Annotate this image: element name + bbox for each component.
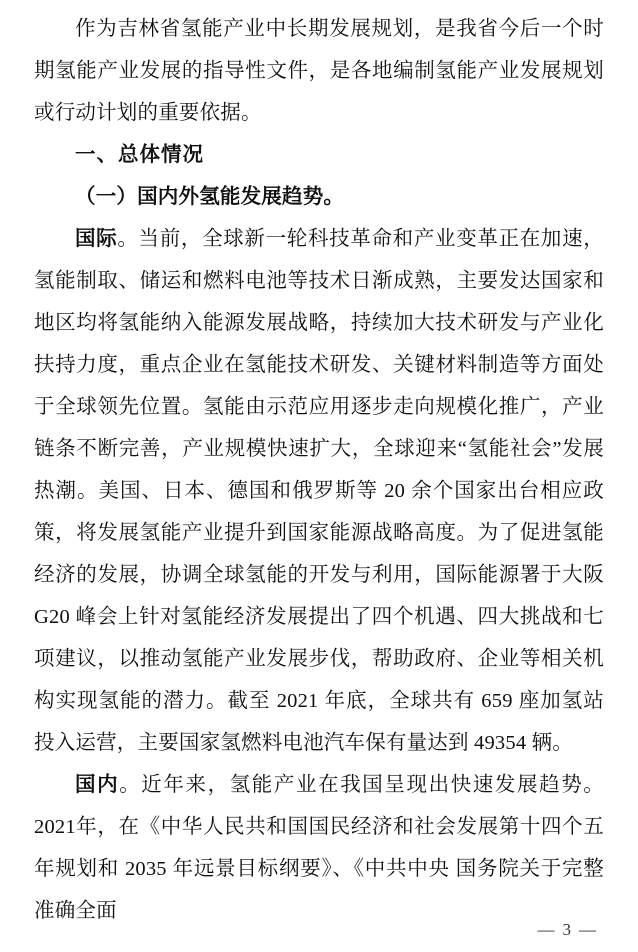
footer-page-number: 3	[562, 920, 573, 939]
paragraph-lead-international: 国际	[75, 228, 118, 250]
paragraph-continuation: 作为吉林省氢能产业中长期发展规划，是我省今后一个时期氢能产业发展的指导性文件，是各地编制氢能产业发展规划或行动计划的重要依据。	[34, 18, 604, 124]
paragraph-domestic	[34, 764, 604, 932]
document-body	[34, 8, 604, 932]
page-footer	[532, 920, 605, 940]
paragraph-text-domestic: 。近年来，氢能产业在我国呈现出快速发展趋势。2021年，在《中华人民共和国国民经济和社会发展第十四个五年规划和 2035 年远景目标纲要》、《中共中央 国务院关于完整准确全面	[34, 774, 604, 922]
paragraph-international	[34, 218, 604, 764]
paragraph-lead-domestic: 国内	[75, 774, 120, 796]
section-heading-overall-situation: 一、总体情况	[75, 144, 204, 166]
subsection-heading-hydrogen-trends: （一）国内外氢能发展趋势。	[75, 186, 345, 208]
paragraph-text-international: 。当前，全球新一轮科技革命和产业变革正在加速，氢能制取、储运和燃料电池等技术日渐成熟，主要发达国家和地区均将氢能纳入能源发展战略，持续加大技术研发与产业化扶持力度，重点企业在氢能技术研发、关键材料制造等方面处于全球领先位置。氢能由示范应用逐步走向规模化推广，产业链条不断完善，产业规模快速扩大，全球迎来“氢能社会”发展热潮。美国、日本、德国和俄罗斯等 20 余个国家出台相应政策，将发展氢能产业提升到国家能源战略高度。为了促进氢能经济的发展，协调全球氢能的开发与利用，国际能源署于大阪 G20 峰会上针对氢能经济发展提出了四个机遇、四大挑战和七项建议，以推动氢能产业发展步伐，帮助政府、企业等相关机构实现氢能的潜力。截至 2021 年底，全球共有 659 座加氢站投入运营，主要国家氢燃料电池汽车保有量达到 49354 辆。	[34, 228, 604, 754]
footer-dash-left: —	[537, 920, 557, 939]
footer-dash-right: —	[579, 920, 598, 939]
